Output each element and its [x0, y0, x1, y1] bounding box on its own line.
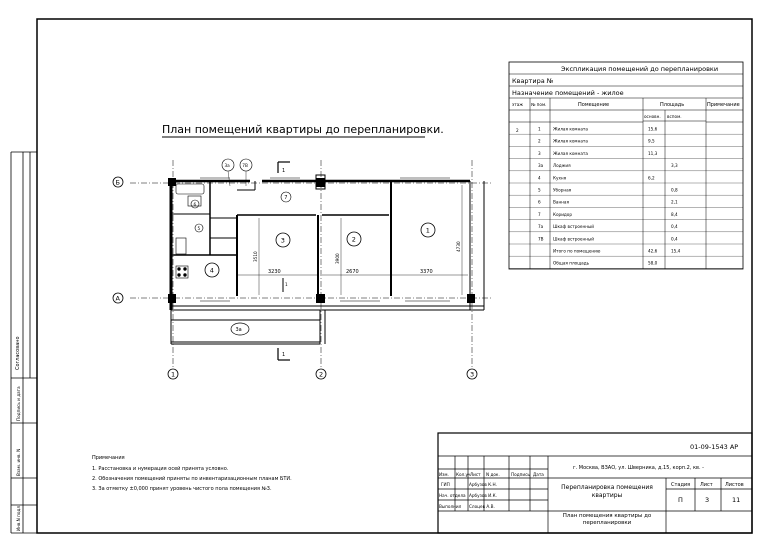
stamp-sheets-h: Листов [725, 482, 744, 488]
stamp-h-data: Дата [533, 472, 544, 477]
dim-3510: 3510 [253, 251, 258, 262]
room-bubble-6 [191, 200, 199, 208]
explication-cell-n: 7а [538, 224, 544, 230]
explication-h-note: Примечание [707, 102, 740, 108]
stamp-sheet-h: Лист [700, 482, 713, 488]
explication-h-area: Площадь [660, 102, 685, 108]
notes-line-1: 1. Расстановка и нумерация осей принята условно. [92, 466, 229, 472]
explication-purpose: Назначение помещений - жилое [512, 89, 624, 97]
axis-bubble-3 [467, 369, 477, 379]
explication-cell-name: Шкаф встроенный [553, 236, 594, 242]
explication-cell-name: Жилая комната [553, 150, 588, 156]
stamp-name-1: Арбузов К.Н. [469, 482, 497, 487]
dim-3230: 3230 [268, 269, 281, 275]
svg-text:3: 3 [470, 370, 475, 379]
stamp-role-2: Нач. отдела [439, 493, 466, 498]
stamp-sheet-title: План помещения квартиры до перепланировки [562, 513, 652, 526]
side-l1: Взам. инв. N [16, 448, 21, 476]
explication-cell-name: Кухня [553, 175, 567, 181]
stamp-h-izm: Изм. [439, 472, 449, 477]
explication-cell-n: 7В [538, 236, 544, 242]
explication-cell-aux: 0,4 [671, 224, 678, 230]
stamp-code: 01-09-1543 АР [690, 443, 739, 451]
plan-walls [171, 181, 484, 310]
explication-cell-main: 11,3 [648, 150, 658, 156]
explication-cell-name: Итого по помещению [553, 248, 601, 254]
side-l2: Подпись и дата [16, 386, 21, 421]
stamp-sheets: 11 [732, 496, 741, 504]
explication-cell-main: 42,6 [648, 248, 658, 254]
explication-cell-n: 1 [538, 126, 541, 132]
explication-cell-n: 3 [538, 150, 541, 156]
stamp-stage-h: Стадия [671, 482, 691, 488]
explication-cell-aux: 15,4 [671, 248, 681, 254]
explication-apartment: Квартира № [512, 77, 554, 85]
plan-columns [168, 175, 475, 303]
leader-3a [228, 171, 230, 186]
explication-cell-aux: 8,4 [671, 211, 678, 217]
stamp-role-1: ГИП [441, 482, 450, 487]
explication-cell-name: Шкаф встроенный [553, 224, 594, 230]
explication-floor-value: 2 [516, 128, 519, 133]
stamp-sheet: 3 [705, 496, 710, 504]
stamp-address: г. Москва, ВЗАО, ул. Шверника, д.15, корп.2, кв. - [573, 465, 704, 471]
explication-row-lines [509, 134, 743, 268]
side-sogl: Согласовано [15, 336, 21, 370]
explication-cell-name: Жилая комната [553, 126, 588, 132]
explication-h-floor: этаж [512, 102, 524, 107]
stamp-stage: П [678, 496, 683, 504]
stamp-h-list: Лист [470, 472, 481, 477]
explication-h-num: № пом. [531, 102, 547, 107]
axis-bubble-2 [316, 369, 326, 379]
explication-cell-n: 7 [538, 211, 541, 217]
svg-text:2: 2 [351, 235, 356, 244]
explication-cell-aux: 0,8 [671, 187, 678, 193]
stamp-project-box [550, 481, 664, 509]
stamp-name-3: Слоцев А.В. [469, 504, 495, 509]
room-bubble-4 [205, 263, 219, 277]
explication-cell-main: 15,6 [648, 126, 658, 132]
stamp-role-3: Выполнил [439, 504, 462, 509]
room-bubble-1 [421, 223, 435, 237]
explication-cell-n: 4 [538, 175, 541, 181]
explication-cell-aux: 3,3 [671, 163, 678, 169]
svg-text:Б: Б [115, 178, 120, 187]
explication-title: Экспликация помещений до перепланировки [561, 65, 719, 73]
explication-cell-main: 6,2 [648, 175, 655, 181]
svg-text:1: 1 [171, 370, 176, 379]
explication-cell-n: 3а [538, 163, 544, 169]
explication-cell-name: Коридор [553, 211, 573, 217]
svg-text:7В: 7В [242, 162, 248, 168]
stamp-h-kol: Кол.уч [456, 472, 471, 477]
axis-lines [130, 160, 492, 368]
explication-h-main: основн. [644, 114, 661, 119]
dim-4730: 4730 [456, 241, 461, 252]
explication-cell-main: 58,0 [648, 260, 658, 266]
explication-cell-name: Ванная [553, 199, 569, 205]
explication-h-aux: вспом. [667, 114, 682, 119]
room-bubble-3a-loggia [231, 323, 249, 335]
explication-cell-main: 9,5 [648, 138, 655, 144]
side-l3: Инв.N подл. [16, 504, 21, 531]
explication-rows [538, 127, 681, 266]
notes-line-2: 2. Обозначения помещений приняты по инвентаризационным планам БТИ. [92, 476, 292, 482]
explication-cell-name: Уборная [553, 187, 572, 193]
section-mid-label: 1 [285, 282, 288, 287]
stamp-h-ndok: N док. [486, 472, 500, 477]
room-bubble-5 [195, 224, 203, 232]
dim-3900: 3900 [335, 253, 340, 264]
axis-bubble-a [113, 293, 123, 303]
axis-bubble-1 [168, 369, 178, 379]
svg-text:6: 6 [193, 201, 197, 207]
svg-text:5: 5 [197, 225, 201, 231]
svg-text:3: 3 [280, 236, 285, 245]
room-bubble-3 [276, 233, 290, 247]
explication-cell-n: 6 [538, 199, 541, 205]
section-mark-bottom-label: 1 [282, 352, 286, 358]
dim-2670: 2670 [346, 269, 359, 275]
explication-cell-name: Лоджия [553, 163, 571, 169]
stamp-sheet-title-box [550, 513, 664, 533]
stamp-h-podpis: Подпись [511, 472, 530, 477]
svg-text:3а: 3а [224, 162, 230, 168]
svg-text:1: 1 [425, 226, 430, 235]
axis-bubble-b [113, 177, 123, 187]
room-bubble-2 [347, 232, 361, 246]
explication-cell-name: Жилая комната [553, 138, 588, 144]
explication-cell-name: Общая площадь [553, 260, 590, 266]
loggia [171, 310, 325, 344]
room-bubble-3a [222, 159, 234, 171]
explication-cell-aux: 0,4 [671, 236, 678, 242]
svg-text:2: 2 [319, 370, 324, 379]
svg-text:7: 7 [284, 195, 288, 201]
dim-3370: 3370 [420, 269, 433, 275]
svg-text:4: 4 [209, 266, 214, 275]
explication-cell-n: 2 [538, 138, 541, 144]
stamp-name-2: Арбузов И.К. [469, 493, 497, 498]
svg-text:3а: 3а [235, 327, 242, 333]
svg-text:А: А [115, 294, 120, 303]
stamp-project: Перепланировка помещения квартиры [561, 484, 653, 499]
section-mark-top-label: 1 [282, 168, 286, 174]
notes-heading: Примечания [92, 455, 125, 461]
room-bubble-7b [240, 159, 252, 171]
plan-title: План помещений квартиры до перепланировки. [162, 123, 444, 136]
explication-h-room: Помещение [578, 102, 610, 108]
notes-line-3: 3. За отметку ±0,000 принят уровень чистого пола помещения №3. [92, 486, 272, 492]
bath-fixtures [176, 184, 204, 278]
explication-cell-aux: 2,1 [671, 199, 678, 205]
room-bubble-7 [281, 192, 291, 202]
explication-cell-n: 5 [538, 187, 541, 193]
